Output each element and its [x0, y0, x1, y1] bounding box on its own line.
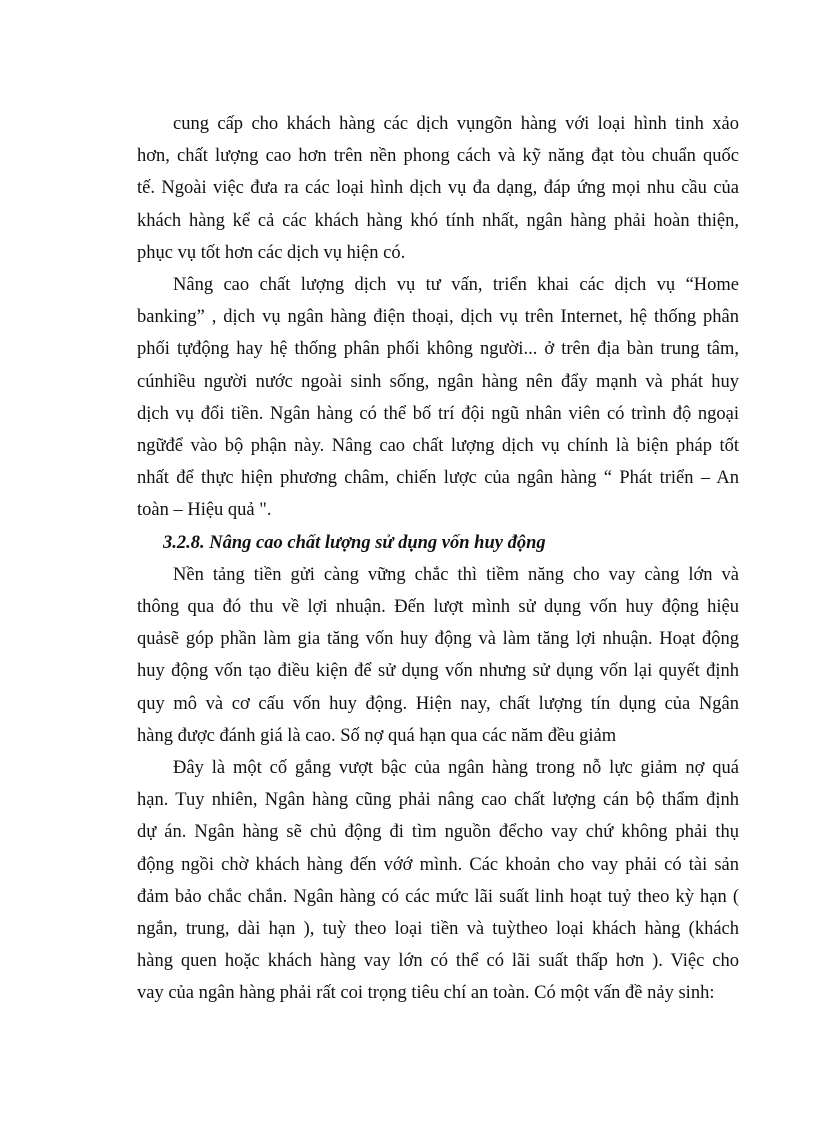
text-line: thông qua đó thu về lợi nhuận. Đến lượt mình sử dụng vốn huy động hiệu — [137, 597, 739, 618]
text-line: hàng được đánh giá là cao. Số nợ quá hạn qua các năm đều giảm — [137, 725, 617, 746]
text-line: nhất để thực hiện phương châm, chiến lược của ngân hàng “ Phát triển – An — [137, 468, 739, 489]
text-line: Đây là một cố gắng vượt bậc của ngân hàng trong nỗ lực giảm nợ quá — [173, 758, 739, 779]
document-page — [137, 108, 739, 1010]
text-line: hơn, chất lượng cao hơn trên nền phong cách và kỹ năng đạt tòu chuẩn quốc — [137, 146, 739, 167]
paragraph-deposit-base — [137, 559, 739, 752]
text-line: Nâng cao chất lượng dịch vụ tư vấn, triển khai các dịch vụ “Home — [173, 275, 739, 296]
text-line: banking” , dịch vụ ngân hàng điện thoại, dịch vụ trên Internet, hệ thống phân — [137, 307, 739, 328]
text-line: khách hàng kể cả các khách hàng khó tính nhất, ngân hàng phải hoàn thiện, — [137, 210, 739, 231]
text-line: quảsẽ góp phần làm gia tăng vốn huy động và làm tăng lợi nhuận. Hoạt động — [137, 629, 739, 650]
text-line: toàn – Hiệu quả ". — [137, 500, 272, 521]
text-line: vay của ngân hàng phải rất coi trọng tiêu chí an toàn. Có một vấn đề nảy sinh: — [137, 983, 715, 1004]
paragraph-overdue-debt — [137, 752, 739, 1010]
text-line: cúnhiều người nước ngoài sinh sống, ngân hàng nên đẩy mạnh và phát huy — [137, 371, 739, 392]
section-heading: 3.2.8. Nâng cao chất lượng sử dụng vốn huy động — [163, 532, 546, 553]
paragraph-advisory-services — [137, 269, 739, 527]
text-line: động ngồi chờ khách hàng đến vớớ mình. Các khoản cho vay phải có tài sản — [137, 854, 739, 875]
paragraph-services-quality — [137, 108, 739, 269]
text-line: dự án. Ngân hàng sẽ chủ động đi tìm nguồn đểcho vay chứ không phải thụ — [137, 822, 739, 843]
text-line: phục vụ tốt hơn các dịch vụ hiện có. — [137, 242, 406, 263]
text-line: quy mô và cơ cấu vốn huy động. Hiện nay, chất lượng tín dụng của Ngân — [137, 693, 739, 714]
text-line: huy động vốn tạo điều kiện để sử dụng vốn nhưng sử dụng vốn lại quyết định — [137, 661, 739, 682]
text-line: hàng quen hoặc khách hàng vay lớn có thể có lãi suất thấp hơn ). Việc cho — [137, 951, 739, 972]
text-line: phối tựđộng hay hệ thống phân phối không người... ở trên địa bàn trung tâm, — [137, 339, 739, 360]
text-line: Nền tảng tiền gửi càng vững chắc thì tiềm năng cho vay càng lớn và — [173, 564, 739, 585]
text-line: tế. Ngoài việc đưa ra các loại hình dịch vụ đa dạng, đáp ứng mọi nhu cầu của — [137, 178, 739, 199]
text-line: dịch vụ đổi tiền. Ngân hàng có thể bố trí đội ngũ nhân viên có trình độ ngoại — [137, 403, 739, 424]
text-line: ngắn, trung, dài hạn ), tuỳ theo loại tiền và tuỳtheo loại khách hàng (khách — [137, 919, 739, 940]
text-line: ngữđể vào bộ phận này. Nâng cao chất lượng dịch vụ chính là biện pháp tốt — [137, 436, 739, 457]
text-line: đảm bảo chắc chắn. Ngân hàng có các mức lãi suất linh hoạt tuỷ theo kỳ hạn ( — [137, 886, 739, 907]
text-line: cung cấp cho khách hàng các dịch vụngõn hàng với loại hình tinh xảo — [173, 114, 739, 134]
text-line: hạn. Tuy nhiên, Ngân hàng cũng phải nâng cao chất lượng cán bộ thẩm định — [137, 790, 739, 811]
